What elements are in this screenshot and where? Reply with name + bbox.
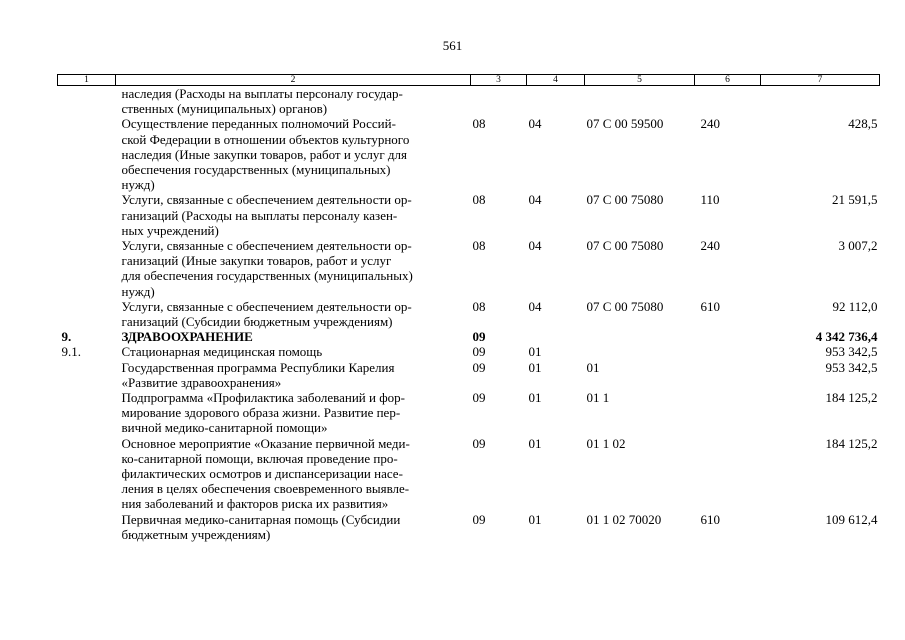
- table-row: [58, 344, 880, 359]
- row-number-cell: [58, 390, 116, 436]
- page-number: 561: [442, 38, 463, 53]
- table-row: [58, 192, 880, 238]
- table-row: [58, 86, 880, 117]
- expense-type-cell: 610: [700, 511, 720, 527]
- section-code-cell: 09: [472, 435, 486, 451]
- amount-cell: 184 125,2: [825, 435, 878, 451]
- amount-cell: 953 342,5: [825, 359, 878, 375]
- row-number-cell: 9.1.: [61, 344, 81, 360]
- expense-type-cell: 240: [700, 238, 720, 254]
- target-article-cell: [585, 329, 695, 344]
- table-row: [58, 436, 880, 512]
- row-name-cell: Осуществление переданных полномочий Россий- ской Федерации в отношении объектов культурного наследия (Иные закупки товаров, работ и услуг для обеспечения государственных (муниципальных) нужд): [121, 116, 410, 193]
- subsection-code-cell: 01: [528, 344, 542, 360]
- amount-cell: 184 125,2: [825, 390, 878, 406]
- target-article-cell: 07 С 00 75080: [586, 192, 664, 208]
- column-header: 1: [58, 75, 116, 86]
- expense-type-cell: [695, 329, 761, 344]
- target-article-cell: [585, 86, 695, 117]
- row-name-cell: Подпрограмма «Профилактика заболеваний и фор- мирование здорового образа жизни. Развитие пер- вичной медико-санитарной помощи»: [121, 390, 405, 436]
- amount-cell: 109 612,4: [825, 511, 878, 527]
- subsection-code-cell: [527, 329, 585, 344]
- row-name-cell: Услуги, связанные с обеспечением деятельности ор- ганизаций (Субсидии бюджетным учреждениям): [121, 298, 412, 330]
- target-article-cell: 01 1 02: [586, 435, 626, 451]
- column-header: 5: [585, 75, 695, 86]
- row-name-cell: наследия (Расходы на выплаты персоналу государ- ственных (муниципальных) органов): [121, 86, 403, 117]
- row-name-cell: Стационарная медицинская помощь: [121, 344, 323, 360]
- table-row: [58, 238, 880, 299]
- column-header: 2: [116, 75, 471, 86]
- target-article-cell: 01 1 02 70020: [586, 511, 662, 527]
- expense-type-cell: [695, 86, 761, 117]
- table-header-row: [58, 75, 880, 86]
- row-number-cell: [58, 192, 116, 238]
- subsection-code-cell: 01: [528, 359, 542, 375]
- amount-cell: 3 007,2: [838, 238, 878, 254]
- target-article-cell: 07 С 00 59500: [586, 116, 664, 132]
- table-row: [58, 360, 880, 390]
- expense-type-cell: [695, 390, 761, 436]
- subsection-code-cell: 01: [528, 435, 542, 451]
- row-name-cell: Первичная медико-санитарная помощь (Субсидии бюджетным учреждениям): [121, 511, 401, 542]
- section-code-cell: [471, 86, 527, 117]
- table-body: [58, 86, 880, 543]
- subsection-code-cell: [527, 86, 585, 117]
- amount-cell: 428,5: [848, 116, 878, 132]
- row-name-cell: Услуги, связанные с обеспечением деятельности ор- ганизаций (Расходы на выплаты персоналу казен- ных учреждений): [121, 192, 412, 238]
- column-header: 6: [695, 75, 761, 86]
- row-number-cell: [58, 299, 116, 329]
- row-number-cell: [58, 436, 116, 512]
- budget-table: [57, 74, 880, 542]
- subsection-code-cell: 04: [528, 192, 542, 208]
- column-header: 4: [527, 75, 585, 86]
- expense-type-cell: [695, 344, 761, 359]
- column-header: 7: [761, 75, 880, 86]
- target-article-cell: 01: [586, 359, 600, 375]
- section-code-cell: 08: [472, 192, 486, 208]
- section-code-cell: 08: [472, 298, 486, 314]
- table-row: [58, 390, 880, 436]
- expense-type-cell: [695, 436, 761, 512]
- row-name-cell: Основное мероприятие «Оказание первичной меди- ко-санитарной помощи, включая проведение про- филактических осмотров и диспансеризации насе- ления в целях обеспечения своевременного выявле- ния заболеваний и факторов риска их развития»: [121, 435, 410, 512]
- subsection-code-cell: 01: [528, 511, 542, 527]
- column-header: 3: [471, 75, 527, 86]
- section-code-cell: 09: [472, 511, 486, 527]
- row-number-cell: [58, 116, 116, 192]
- row-number-cell: [58, 360, 116, 390]
- section-code-cell: 09: [472, 359, 486, 375]
- table-row: [58, 116, 880, 192]
- target-article-cell: 01 1: [586, 390, 610, 406]
- amount-cell: [761, 86, 880, 117]
- row-number-cell: [58, 512, 116, 542]
- expense-type-cell: 610: [700, 298, 720, 314]
- table-row: [58, 512, 880, 542]
- target-article-cell: [585, 344, 695, 359]
- row-number-cell: [58, 86, 116, 117]
- row-name-cell: ЗДРАВООХРАНЕНИЕ: [121, 329, 253, 345]
- subsection-code-cell: 04: [528, 238, 542, 254]
- row-number-cell: 9.: [61, 329, 72, 345]
- subsection-code-cell: 01: [528, 390, 542, 406]
- expense-type-cell: 110: [700, 192, 720, 208]
- table-row: [58, 299, 880, 329]
- subsection-code-cell: 04: [528, 298, 542, 314]
- expense-type-cell: 240: [700, 116, 720, 132]
- row-name-cell: Услуги, связанные с обеспечением деятельности ор- ганизаций (Иные закупки товаров, работ и услуг для обеспечения государственных (муниципальных) нужд): [121, 238, 413, 299]
- section-code-cell: 08: [472, 116, 486, 132]
- table-row: [58, 329, 880, 344]
- amount-cell: 4 342 736,4: [815, 329, 878, 345]
- expense-type-cell: [695, 360, 761, 390]
- section-code-cell: 09: [472, 390, 486, 406]
- amount-cell: 92 112,0: [832, 298, 878, 314]
- row-name-cell: Государственная программа Республики Карелия «Развитие здравоохранения»: [121, 359, 395, 390]
- amount-cell: 21 591,5: [832, 192, 878, 208]
- section-code-cell: 09: [472, 344, 486, 360]
- target-article-cell: 07 С 00 75080: [586, 298, 664, 314]
- section-code-cell: 08: [472, 238, 486, 254]
- target-article-cell: 07 С 00 75080: [586, 238, 664, 254]
- row-number-cell: [58, 238, 116, 299]
- subsection-code-cell: 04: [528, 116, 542, 132]
- section-code-cell: 09: [472, 329, 486, 345]
- amount-cell: 953 342,5: [825, 344, 878, 360]
